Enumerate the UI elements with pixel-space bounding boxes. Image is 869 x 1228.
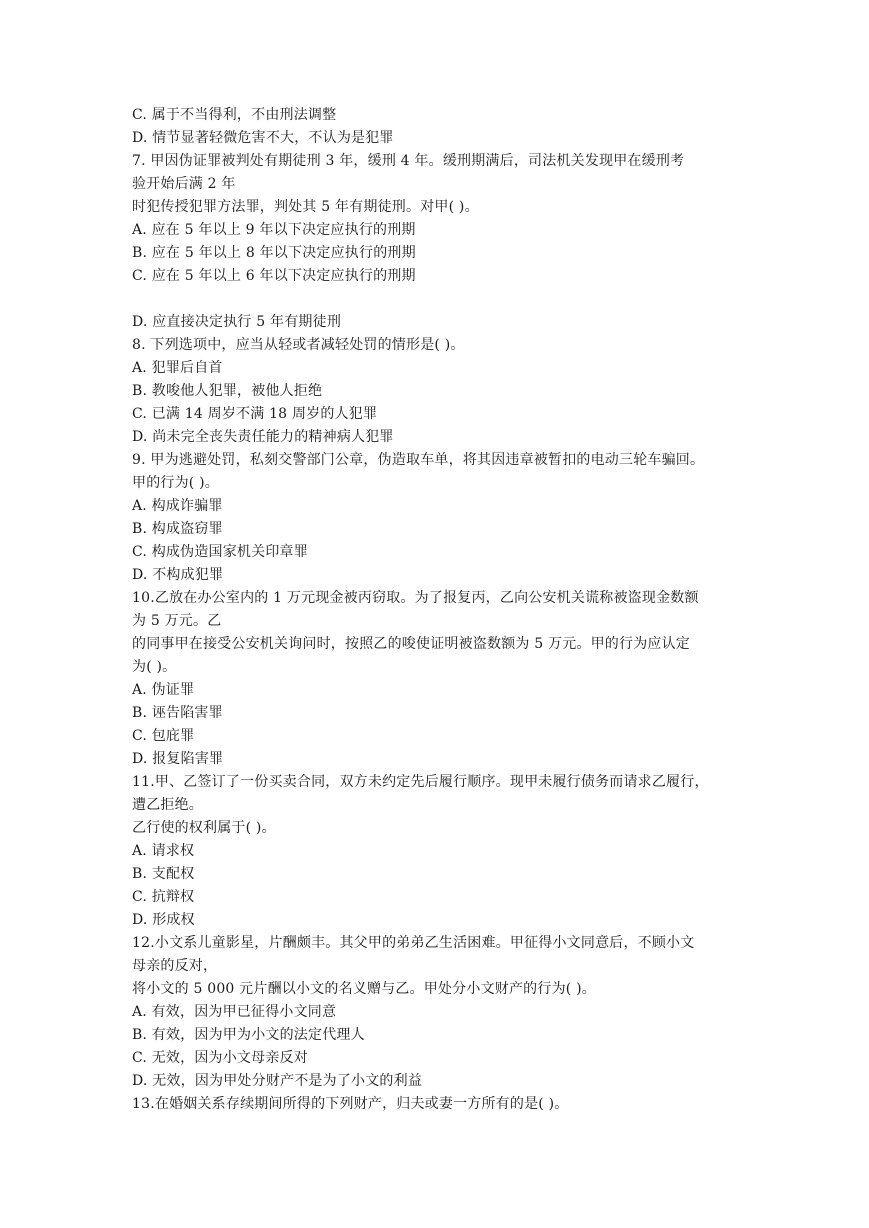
option-line: D. 无效，因为甲处分财产不是为了小文的利益 [132, 1073, 423, 1089]
question-9-stem: 9. 甲为逃避处罚，私刻交警部门公章，伪造取车单，将其因违章被暂扣的电动三轮车骗回。 [132, 452, 705, 468]
option-line: B. 教唆他人犯罪，被他人拒绝 [132, 383, 323, 399]
question-7-stem: 验开始后满 2 年 [132, 176, 236, 192]
option-line: A. 请求权 [132, 843, 195, 859]
option-line: C. 无效，因为小文母亲反对 [132, 1050, 308, 1066]
question-10-stem: 的同事甲在接受公安机关询问时，按照乙的唆使证明被盗数额为 5 万元。甲的行为应认定 [132, 636, 691, 652]
option-line: A. 应在 5 年以上 9 年以下决定应执行的刑期 [132, 222, 416, 238]
option-line: B. 诬告陷害罪 [132, 705, 223, 721]
option-line: D. 情节显著轻微危害不大，不认为是犯罪 [132, 130, 394, 146]
question-13-stem: 13.在婚姻关系存续期间所得的下列财产，归夫或妻一方所有的是( )。 [132, 1096, 569, 1112]
option-line: B. 构成盗窃罪 [132, 521, 223, 537]
question-12-stem: 母亲的反对， [132, 958, 218, 974]
option-line: B. 支配权 [132, 866, 195, 882]
question-11-stem: 11.甲、乙签订了一份买卖合同，双方未约定先后履行顺序。现甲未履行债务而请求乙履行， [132, 774, 709, 790]
option-line: A. 构成诈骗罪 [132, 498, 223, 514]
question-9-stem: 甲的行为( )。 [132, 475, 219, 491]
option-line: C. 属于不当得利，不由刑法调整 [132, 107, 337, 123]
question-12-stem: 将小文的 5 000 元片酬以小文的名义赠与乙。甲处分小文财产的行为( )。 [132, 981, 596, 997]
option-line: A. 犯罪后自首 [132, 360, 223, 376]
option-line: C. 构成伪造国家机关印章罪 [132, 544, 308, 560]
question-7-stem: 7. 甲因伪证罪被判处有期徒刑 3 年，缓刑 4 年。缓刑期满后，司法机关发现甲在缓刑考 [132, 153, 685, 169]
option-line: D. 尚未完全丧失责任能力的精神病人犯罪 [132, 429, 394, 445]
option-line: C. 已满 14 周岁不满 18 周岁的人犯罪 [132, 406, 378, 422]
question-11-stem: 遭乙拒绝。 [132, 797, 203, 813]
option-line: B. 应在 5 年以上 8 年以下决定应执行的刑期 [132, 245, 416, 261]
question-10-stem: 为( )。 [132, 659, 177, 675]
question-7-stem: 时犯传授犯罪方法罪，判处其 5 年有期徒刑。对甲( )。 [132, 199, 479, 215]
option-line: D. 形成权 [132, 912, 195, 928]
option-line: D. 应直接决定执行 5 年有期徒刑 [132, 314, 342, 330]
option-line: D. 报复陷害罪 [132, 751, 224, 767]
question-8-stem: 8. 下列选项中，应当从轻或者减轻处罚的情形是( )。 [132, 337, 465, 353]
option-line: C. 应在 5 年以上 6 年以下决定应执行的刑期 [132, 268, 416, 284]
question-12-stem: 12.小文系儿童影星，片酬颇丰。其父甲的弟弟乙生活困难。甲征得小文同意后，不顾小文 [132, 935, 695, 951]
option-line: D. 不构成犯罪 [132, 567, 224, 583]
blank-line [132, 288, 744, 311]
question-10-stem: 为 5 万元。乙 [132, 613, 222, 629]
option-line: B. 有效，因为甲为小文的法定代理人 [132, 1027, 365, 1043]
option-line: C. 抗辩权 [132, 889, 195, 905]
question-11-stem: 乙行使的权利属于( )。 [132, 820, 276, 836]
question-10-stem: 10.乙放在办公室内的 1 万元现金被丙窃取。为了报复丙，乙向公安机关谎称被盗现金数额 [132, 590, 699, 606]
option-line: C. 包庇罪 [132, 728, 195, 744]
document-body [132, 104, 744, 1116]
option-line: A. 伪证罪 [132, 682, 195, 698]
option-line: A. 有效，因为甲已征得小文同意 [132, 1004, 337, 1020]
